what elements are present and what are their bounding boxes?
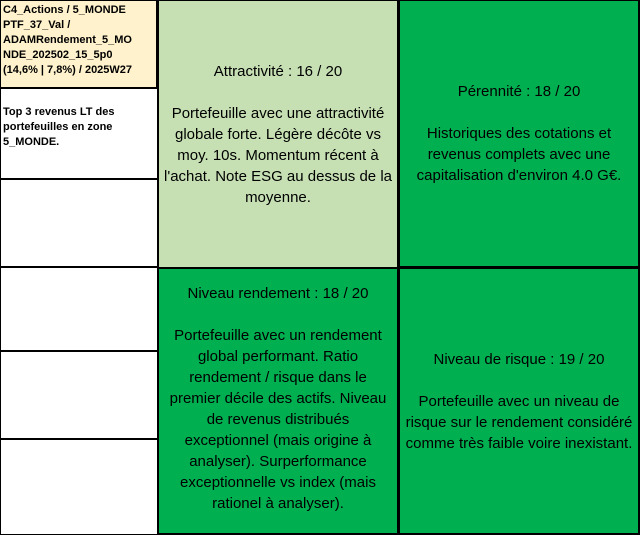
- perennite-body: Historiques des cotations et revenus complets avec une capitalisation d'environ 4.0 G€.: [416, 125, 622, 184]
- rendement-body: Portefeuille avec un rendement global performant. Ratio rendement / risque dans le premier décile des actifs. Niveau de revenus distribués exceptionnel (mais origine à analyser). Surperformance exceptionnelle vs index (mais rationel à analyser).: [169, 327, 387, 512]
- portfolio-header-line: NDE_202502_15_5p0: [3, 49, 113, 61]
- empty-cell[interactable]: [0, 351, 158, 439]
- portfolio-header-line: (14,6% | 7,8%) / 2025W27: [3, 64, 133, 76]
- risque-panel[interactable]: [399, 268, 640, 535]
- rendement-panel[interactable]: [158, 268, 399, 535]
- portfolio-description-line: 5_MONDE.: [3, 136, 60, 148]
- portfolio-header-line: C4_Actions / 5_MONDE: [3, 4, 126, 16]
- risque-body: Portefeuille avec un niveau de risque sur le rendement considéré comme très faible voire inexistant.: [405, 392, 633, 452]
- empty-cell[interactable]: [0, 179, 158, 267]
- empty-cell[interactable]: [0, 267, 158, 351]
- portfolio-description-line: Top 3 revenus LT des: [3, 106, 115, 118]
- portfolio-header-line: PTF_37_Val /: [3, 19, 71, 31]
- perennite-panel[interactable]: [399, 0, 640, 268]
- attractivite-body: Portefeuille avec une attractivité globale forte. Légère décôte vs moy. 10s. Momentum récent à l'achat. Note ESG au dessus de la moyenne.: [164, 104, 392, 206]
- portfolio-description-line: portefeuilles en zone: [3, 121, 113, 133]
- left-column: [0, 0, 158, 535]
- attractivite-panel[interactable]: [158, 0, 399, 268]
- portfolio-header-cell[interactable]: [0, 0, 158, 88]
- rendement-title: Niveau rendement : 18 / 20: [187, 285, 369, 302]
- portfolio-header-line: ADAMRendement_5_MO: [3, 34, 132, 46]
- perennite-title: Pérennité : 18 / 20: [457, 83, 581, 100]
- empty-cell[interactable]: [0, 439, 158, 535]
- portfolio-description-cell[interactable]: [0, 88, 158, 179]
- attractivite-title: Attractivité : 16 / 20: [213, 62, 343, 80]
- risque-title: Niveau de risque : 19 / 20: [433, 350, 605, 368]
